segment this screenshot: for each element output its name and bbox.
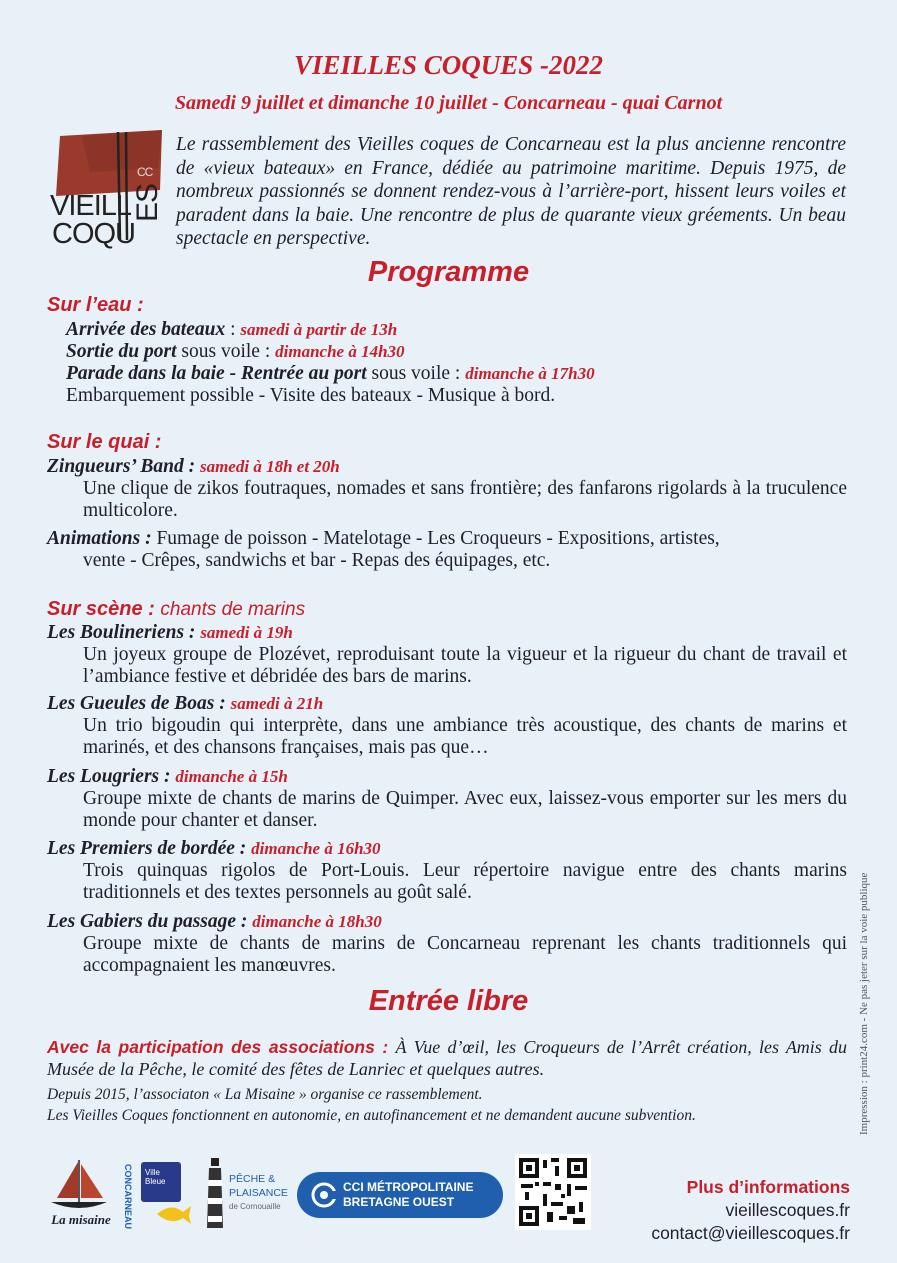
anim-title: Animations : (47, 528, 152, 549)
sur-quai-heading: Sur le quai : (47, 431, 162, 453)
associations-paragraph (47, 1036, 847, 1080)
group-time: samedi à 21h (230, 694, 324, 713)
group-entry (47, 838, 847, 904)
la-misaine-logo (45, 1156, 113, 1236)
eau-note: Embarquement possible - Visite des bateaux - Musique à bord. (66, 385, 556, 406)
print-notice: Impression : print24.com - Ne pas jeter sur la voie publique (858, 872, 870, 1135)
group-entry (47, 693, 847, 759)
footnote-line: Les Vieilles Coques fonctionnent en autonomie, en autofinancement et ne demandent aucune subvention. (47, 1107, 696, 1124)
eau-item-title: Arrivée des bateaux (66, 319, 226, 340)
sur-scene-heading: Sur scène : chants de marins (47, 598, 306, 620)
vieilles-coques-logo (50, 128, 168, 250)
group-name: Les Boulineriens : (47, 622, 196, 643)
group-time: dimanche à 16h30 (251, 839, 381, 858)
eau-item: Sortie du port sous voile : dimanche à 14h30 (66, 341, 405, 362)
entree-libre-heading: Entrée libre (368, 985, 529, 1017)
eau-item-title: Sortie du port (66, 341, 177, 362)
page-title: VIEILLES COQUES -2022 (293, 50, 604, 80)
eau-item: Arrivée des bateaux : samedi à partir de 13h (66, 319, 398, 340)
more-info-heading: Plus d’informations (686, 1177, 850, 1197)
band-desc: Une clique de zikos foutraques, nomades et sans frontière; des fanfarons rigolards à la truculence multicolore. (83, 478, 847, 521)
band-time: samedi à 18h et 20h (199, 457, 340, 476)
email-link[interactable]: contact@vieillescoques.fr (651, 1223, 850, 1243)
cci-icon (311, 1182, 337, 1208)
website-link[interactable]: vieillescoques.fr (725, 1200, 850, 1220)
group-name: Les Gueules de Boas : (47, 693, 226, 714)
logo-text-vieill: VIEILL (50, 190, 132, 222)
group-name: Les Lougriers : (47, 766, 171, 787)
group-desc: Groupe mixte de chants de marins de Quimper. Avec eux, laissez-vous emporter sur les mers du monde pour chanter et danser. (83, 788, 847, 831)
group-entry (47, 766, 847, 832)
group-name: Les Premiers de bordée : (47, 838, 247, 859)
logo-text-cc: CC (137, 165, 153, 179)
fish-icon (153, 1202, 193, 1226)
intro-paragraph: Le rassemblement des Vieilles coques de Concarneau est la plus ancienne rencontre de «vieux bateaux» en France, dédiée au patrimoine maritime. Depuis 1975, de nombreux passionnés se donnent rendez-vous à l’arrière-port, hissent leurs voiles et paradent dans la baie. Une rencontre de plus de quarante vieux gréements. Un beau spectacle en perspective. (176, 134, 846, 249)
group-time: samedi à 19h (200, 623, 293, 642)
anim-desc-2: vente - Crêpes, sandwichs et bar - Repas des équipages, etc. (83, 550, 551, 571)
cci-logo (297, 1172, 503, 1218)
peche-plaisance-logo (203, 1156, 295, 1236)
group-desc: Un joyeux groupe de Plozévet, reproduisant toute la vigueur et la rigueur du chant de travail et l’ambiance festive et débridée des bars de marins. (83, 644, 847, 687)
event-dates: Samedi 9 juillet et dimanche 10 juillet - Concarneau - quai Carnot (174, 92, 723, 114)
animations-entry (47, 528, 847, 572)
ville-bleue-badge: Ville Bleue (141, 1162, 181, 1202)
logo-text-coqu: COQU (52, 218, 135, 250)
group-desc: Groupe mixte de chants de marins de Concarneau reprenant les chants traditionnels qui accompagnaient les manœuvres. (83, 933, 847, 976)
group-entry (47, 622, 847, 688)
associations-text: À Vue d’œil, les Croqueurs de l’Arrêt création, les Amis du Musée de la Pêche, le comité des fêtes de Lanriec et quelques autres. (47, 1037, 848, 1079)
sponsor-logos (45, 1150, 605, 1240)
band-title: Zingueurs’ Band : (47, 456, 196, 477)
group-entry (47, 911, 847, 977)
cci-text: CCI MÉTROPOLITAINE BRETAGNE OUEST (343, 1180, 474, 1209)
group-name: Les Gabiers du passage : (47, 911, 248, 932)
eau-item-title: Parade dans la baie - Rentrée au port (66, 363, 367, 384)
anim-desc: Fumage de poisson - Matelotage - Les Croqueurs - Expositions, artistes, (156, 528, 720, 549)
logo-text-es: ES (131, 184, 164, 223)
associations-lead: Avec la participation des associations : (47, 1037, 389, 1057)
eau-item-time: samedi à partir de 13h (240, 320, 398, 339)
sur-eau-heading: Sur l’eau : (47, 294, 144, 316)
concarneau-logo (123, 1158, 195, 1238)
lighthouse-icon (203, 1156, 227, 1232)
group-time: dimanche à 15h (175, 767, 288, 786)
eau-item-time: dimanche à 14h30 (275, 342, 405, 361)
programme-heading: Programme (367, 256, 530, 288)
qr-code-icon[interactable] (515, 1154, 591, 1230)
more-info-block (651, 1176, 850, 1245)
concarneau-text: CONCARNEAU (123, 1164, 133, 1229)
footnote (47, 1084, 847, 1126)
group-desc: Un trio bigoudin qui interprète, dans une ambiance très acoustique, des chants de marins et marinés, et des chansons françaises, mais pas que… (83, 715, 847, 758)
peche-plaisance-text: PÊCHE & PLAISANCE de Cornouaille (229, 1173, 288, 1211)
footnote-line: Depuis 2015, l’associaton « La Misaine » organise ce rassemblement. (47, 1086, 483, 1103)
la-misaine-text: La misaine (51, 1212, 111, 1227)
group-time: dimanche à 18h30 (252, 912, 382, 931)
eau-item-time: dimanche à 17h30 (465, 364, 595, 383)
sur-scene-subheading: chants de marins (160, 599, 306, 620)
group-desc: Trois quinquas rigolos de Port-Louis. Leur répertoire navigue entre des chants marins traditionnels et des textes personnels au goût salé. (83, 860, 847, 903)
eau-item: Parade dans la baie - Rentrée au port sous voile : dimanche à 17h30 (66, 363, 595, 384)
band-entry (47, 456, 847, 522)
boat-sail-icon (45, 1156, 113, 1216)
